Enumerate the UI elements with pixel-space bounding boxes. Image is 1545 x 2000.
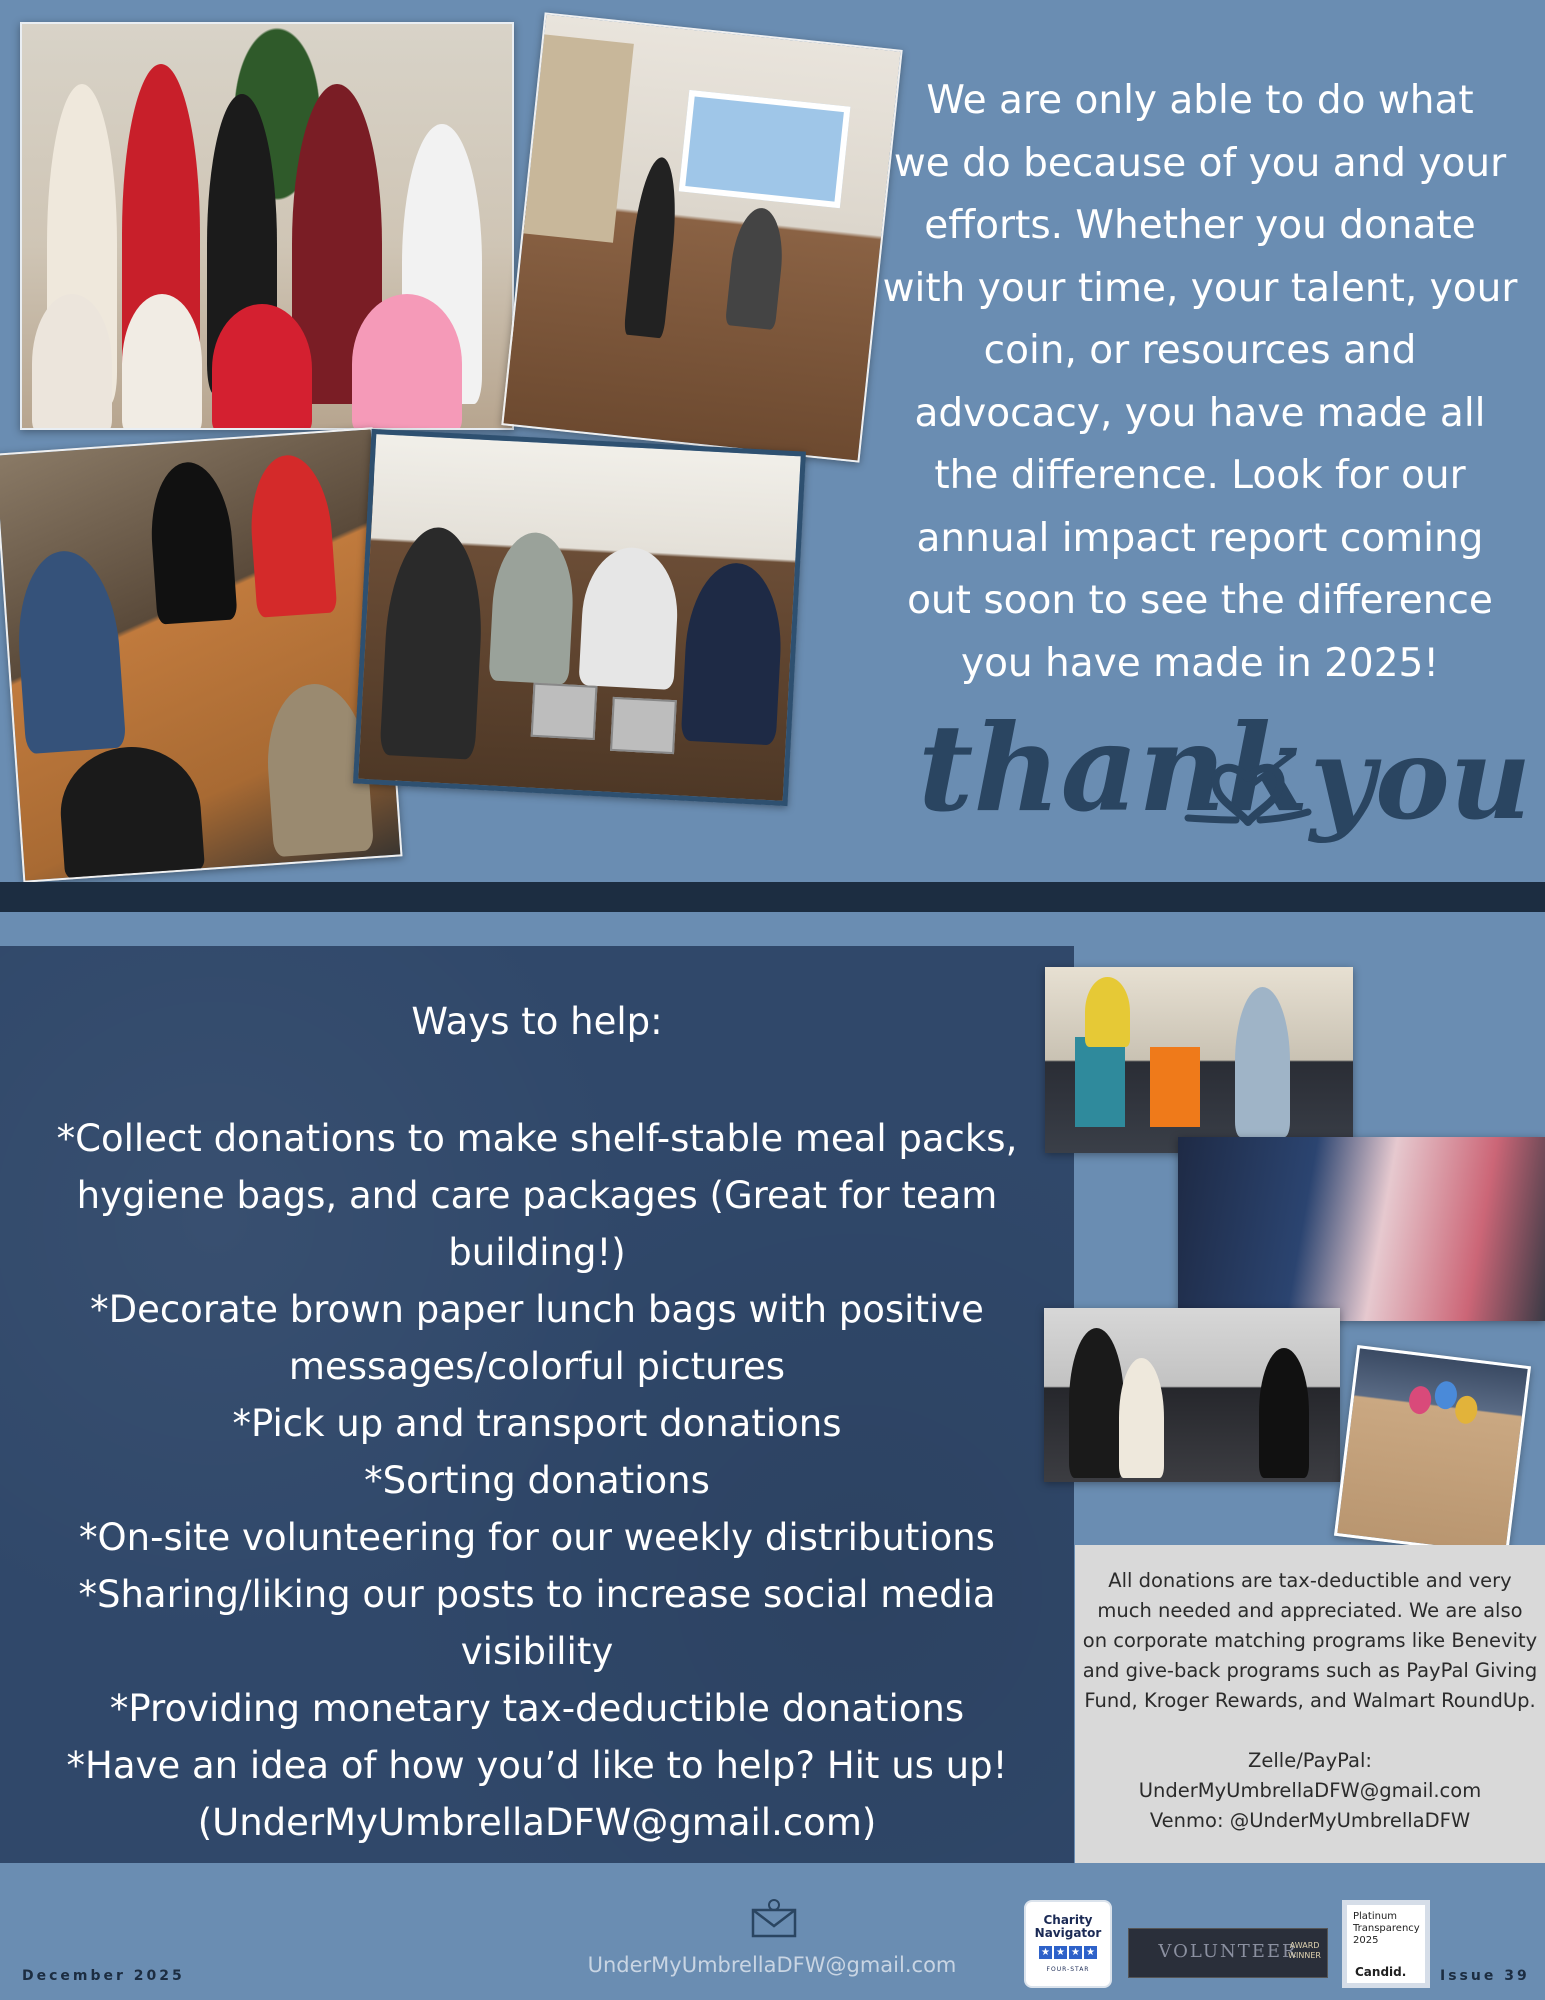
badge-text: 2025 (1353, 1935, 1379, 1946)
photo-girls-ornaments (20, 22, 514, 430)
badge-text: Charity (1043, 1913, 1093, 1927)
photo-truck-pickup (1044, 1308, 1340, 1482)
payment-email[interactable]: UnderMyUmbrellaDFW@gmail.com (1138, 1779, 1482, 1802)
badge-text: Navigator (1034, 1926, 1102, 1940)
thanks-line: efforts. Whether you donate (924, 203, 1476, 248)
ways-item: *On-site volunteering for our weekly distributions (79, 1516, 995, 1559)
ways-email-link[interactable]: (UnderMyUmbrellaDFW@gmail.com) (197, 1801, 877, 1844)
photo-car-dropoff (1045, 967, 1353, 1153)
star-icon: ★ (1054, 1946, 1067, 1959)
donation-line: on corporate matching programs like Benevity (1082, 1629, 1538, 1652)
ways-item: *Have an idea of how you’d like to help? Hit us up! (66, 1744, 1008, 1787)
thank-you-script (918, 700, 1543, 870)
donation-line: All donations are tax-deductible and very (1108, 1569, 1512, 1592)
envelope-icon (750, 1898, 798, 1938)
ways-item: building!) (448, 1231, 626, 1274)
footer-date: December 2025 (22, 1968, 185, 1984)
badge-text: AWARD (1289, 1941, 1320, 1950)
ways-item: *Sharing/liking our posts to increase social media visibility (78, 1573, 996, 1673)
charity-navigator-name (1026, 1914, 1110, 1940)
thanks-line: We are only able to do what (926, 78, 1474, 123)
thank-word: thank (918, 700, 1309, 839)
photo-volunteers-room (501, 12, 902, 462)
ways-item: *Pick up and transport donations (232, 1402, 842, 1445)
thanks-line: annual impact report coming (916, 515, 1484, 561)
volunteer-award-badge (1128, 1928, 1328, 1978)
photo-decorated-lunch-bag (1334, 1345, 1531, 1557)
badge-text: WINNER (1288, 1951, 1321, 1960)
ways-item: messages/colorful pictures (288, 1345, 786, 1388)
star-icon: ★ (1084, 1946, 1097, 1959)
ways-item: hygiene bags, and care packages (Great for team (76, 1174, 998, 1217)
photo-table-crafting (0, 427, 403, 882)
donation-line: Fund, Kroger Rewards, and Walmart RoundUp. (1084, 1689, 1536, 1712)
donation-line: much needed and appreciated. We are also (1097, 1599, 1523, 1622)
thanks-line: with your time, your talent, your (882, 265, 1518, 311)
photo-donation-bags (1178, 1137, 1545, 1321)
donation-text (1078, 1566, 1542, 1836)
thanks-line: out soon to see the difference (907, 578, 1493, 623)
ways-heading: Ways to help: (411, 1000, 663, 1043)
ways-item: *Collect donations to make shelf-stable meal packs, (56, 1117, 1018, 1160)
thanks-line: coin, or resources and (983, 328, 1417, 373)
ways-list (0, 1110, 1074, 1851)
photo-floor-packing (353, 429, 806, 806)
footer-issue: Issue 39 (1440, 1968, 1530, 1984)
thanks-line: advocacy, you have made all (914, 390, 1486, 436)
ways-item: *Decorate brown paper lunch bags with positive (90, 1288, 984, 1331)
star-icon: ★ (1069, 1946, 1082, 1959)
thanks-line: you have made in 2025! (960, 640, 1440, 686)
badge-subtitle: FOUR-STAR (1046, 1966, 1090, 1973)
donation-line: and give-back programs such as PayPal Giving (1082, 1659, 1538, 1682)
charity-navigator-badge (1024, 1900, 1112, 1988)
thanks-line: we do because of you and your (893, 140, 1507, 186)
ways-item: *Providing monetary tax-deductible donations (109, 1687, 965, 1730)
payment-label: Zelle/PayPal: (1248, 1749, 1372, 1772)
venmo-handle[interactable]: Venmo: @UnderMyUmbrellaDFW (1149, 1809, 1471, 1832)
footer-email-link[interactable]: UnderMyUmbrellaDFW@gmail.com (587, 1953, 957, 1977)
star-icon: ★ (1039, 1946, 1052, 1959)
you-word: you (1310, 714, 1532, 845)
candid-logo: Candid. (1355, 1965, 1407, 1979)
star-rating-icon (1026, 1946, 1110, 1959)
candid-transparency-badge (1342, 1900, 1430, 1988)
award-winner-label (1288, 1941, 1321, 1961)
ways-item: *Sorting donations (364, 1459, 710, 1502)
spacer (1078, 1716, 1542, 1746)
badge-text: Transparency (1353, 1923, 1420, 1934)
thanks-message (880, 70, 1520, 695)
divider-band (0, 882, 1545, 912)
badge-text: Platinum (1353, 1911, 1398, 1922)
thanks-line: the difference. Look for our (934, 453, 1466, 498)
badge-text: VOLUNTEER (1158, 1941, 1298, 1962)
